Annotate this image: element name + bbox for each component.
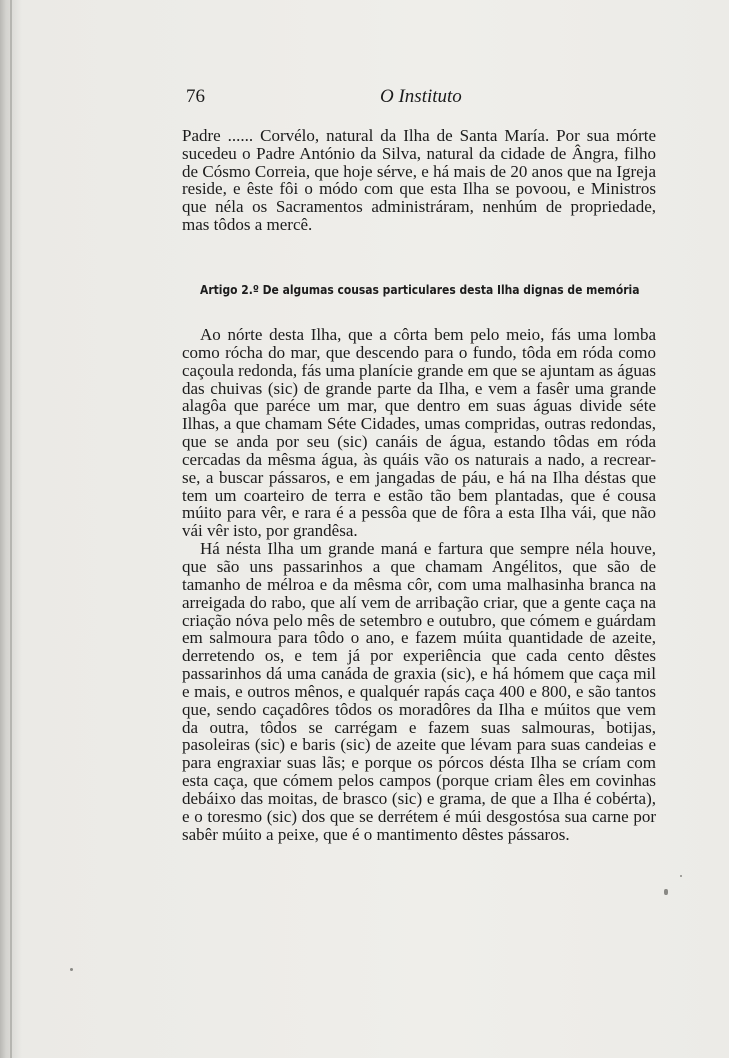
page-number: 76 bbox=[186, 86, 205, 107]
page-header bbox=[186, 86, 656, 116]
opening-paragraph: Padre ...... Corvélo, natural da Ilha de Santa María. Por sua mórte sucedeu o Padre António da Silva, natural da cidade de Ângra, filho de Cósmo Correia, que hoje sérve, e há mais de 20 anos que na Igreja reside, e êste fôi o módo com que esta Ilha se povoou, e Ministros que néla os Sacramentos administráram, nenhúm de propriedade, mas tôdos a mercê. bbox=[182, 126, 656, 234]
article-body bbox=[182, 326, 656, 843]
article-paragraph-2: Há nésta Ilha um grande maná e fartura que sempre néla houve, que são uns passarinhos a que chamam Angélitos, que são de tamanho de mélroa e da mêsma côr, com uma malhasinha branca na arreigada do rabo, que alí vem de arribação criar, que a gente caça na criação nóva pelo mês de setembro e outubro, que cómem e guárdam em salmoura para tôdo o ano, e fazem múita quantidade de azeite, derretendo os, e tem já por experiência que cada cento dêstes passarinhos dá uma canáda de graxia (sic), e há hómem que caça mil e mais, e outros mênos, e qualquér rapás caça 400 e 800, e são tantos que, sendo caçadôres tôdos os moradôres da Ilha e múitos que vem da outra, tôdos se carrégam e fazem suas salmouras, botijas, pasoleiras (sic) e baris (sic) de azeite que lévam para suas candeias e para engraxiar suas lãs; e porque os pórcos désta Ilha se críam com esta caça, que cómem pelos campos (porque criam êles em covinhas debáixo das moitas, de brasco (sic) e grama, de que a Ilha é cobérta), e o toresmo (sic) dos que se derrétem é múi desgostósa sua carne por sabêr múito a peixe, que é o mantimento dêstes pássaros. bbox=[182, 539, 656, 844]
article-paragraph-1: Ao nórte desta Ilha, que a côrta bem pelo meio, fás uma lomba como rócha do mar, que descendo para o fundo, tôda em róda como caçoula redonda, fás uma planície grande em que se ajuntam as águas das chuivas (sic) de grande parte da Ilha, e vem a fasêr uma grande alagôa que paréce um mar, que dentro em suas águas divide séte Ilhas, a que chamam Séte Cidades, umas compridas, outras redondas, que se anda por seu (sic) canáis de água, estando tôdas em róda cercadas da mêsma água, às quáis vão os naturais a nado, a recrear-se, a buscar pássaros, e em jangadas de páu, e há na Ilha déstas que tem um coarteiro de terra e estão tão bem plantadas, que é cousa múito para vêr, e rara é a pessôa que de fôra a esta Ilha vái, que não vái vêr isto, por grandêsa. bbox=[182, 325, 656, 541]
opening-text-block bbox=[182, 127, 656, 234]
running-title: O Instituto bbox=[380, 86, 462, 107]
binding-shadow bbox=[10, 0, 12, 1058]
paper-speck bbox=[680, 875, 682, 877]
paper-speck bbox=[70, 968, 73, 971]
article-heading: Artigo 2.º De algumas cousas particulares desta Ilha dignas de memória bbox=[200, 282, 640, 297]
paper-speck bbox=[664, 889, 668, 895]
